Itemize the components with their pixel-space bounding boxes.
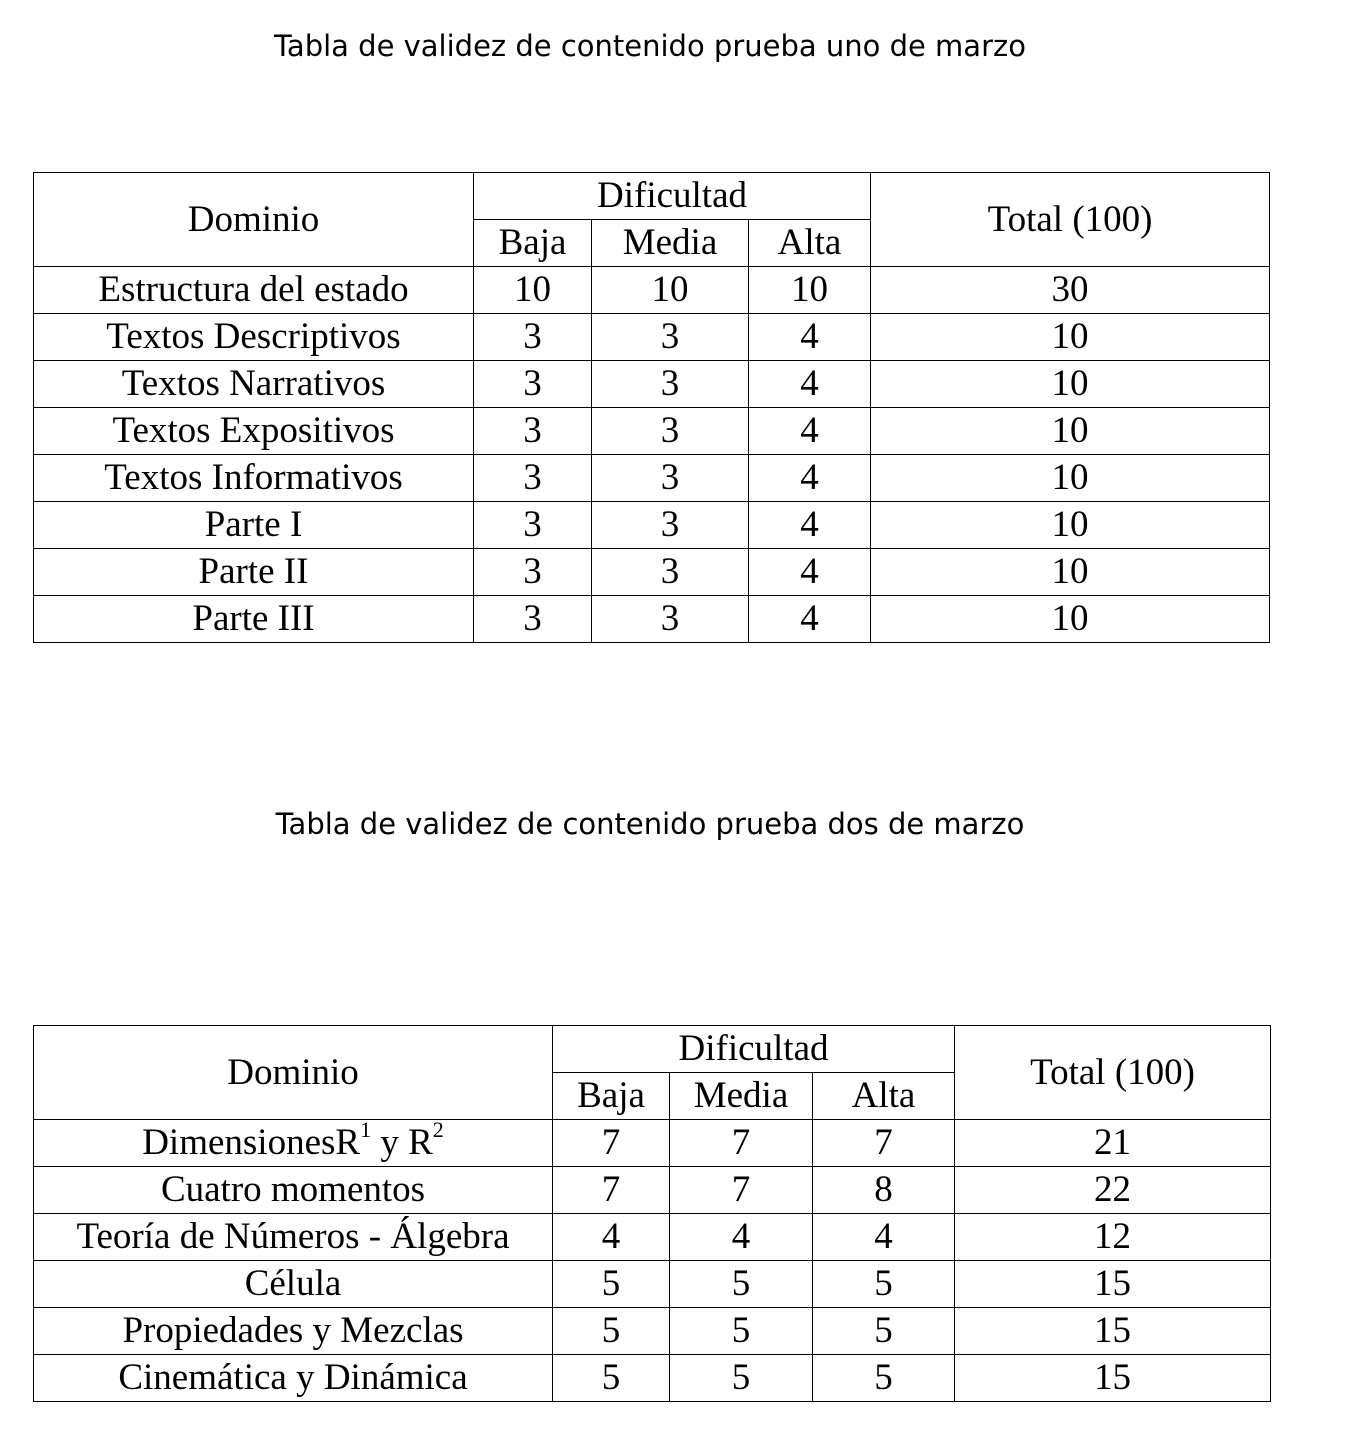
cell-domain: Cinemática y Dinámica	[34, 1355, 553, 1402]
table-row	[34, 596, 1270, 643]
cell-total: 10	[871, 314, 1270, 361]
cell-high: 5	[813, 1261, 955, 1308]
cell-low: 3	[474, 502, 592, 549]
cell-low: 4	[553, 1214, 670, 1261]
cell-medium: 7	[670, 1167, 813, 1214]
cell-total: 30	[871, 267, 1270, 314]
header-domain: Dominio	[34, 173, 474, 267]
cell-high: 5	[813, 1308, 955, 1355]
cell-medium: 3	[592, 596, 749, 643]
table-row	[34, 1355, 1271, 1402]
cell-domain: Parte II	[34, 549, 474, 596]
cell-low: 3	[474, 596, 592, 643]
cell-medium: 5	[670, 1355, 813, 1402]
cell-medium: 7	[670, 1120, 813, 1167]
header-difficulty: Dificultad	[553, 1026, 955, 1073]
cell-total: 21	[955, 1120, 1271, 1167]
table-2-caption: Tabla de validez de contenido prueba dos de marzo	[275, 807, 1025, 841]
cell-domain: Propiedades y Mezclas	[34, 1308, 553, 1355]
table-row	[34, 1120, 1271, 1167]
cell-low: 3	[474, 408, 592, 455]
cell-domain: Parte III	[34, 596, 474, 643]
table-row	[34, 314, 1270, 361]
cell-low: 5	[553, 1355, 670, 1402]
cell-total: 10	[871, 549, 1270, 596]
cell-total: 10	[871, 502, 1270, 549]
cell-high: 8	[813, 1167, 955, 1214]
cell-low: 5	[553, 1261, 670, 1308]
header-low: Baja	[553, 1073, 670, 1120]
cell-total: 10	[871, 455, 1270, 502]
cell-low: 3	[474, 549, 592, 596]
cell-total: 22	[955, 1167, 1271, 1214]
cell-domain: Textos Informativos	[34, 455, 474, 502]
cell-low: 5	[553, 1308, 670, 1355]
cell-medium: 10	[592, 267, 749, 314]
header-high: Alta	[813, 1073, 955, 1120]
header-low: Baja	[474, 220, 592, 267]
cell-total: 10	[871, 596, 1270, 643]
cell-high: 4	[749, 596, 871, 643]
table-row	[34, 408, 1270, 455]
table-row	[34, 549, 1270, 596]
cell-domain: Estructura del estado	[34, 267, 474, 314]
cell-low: 3	[474, 314, 592, 361]
cell-total: 15	[955, 1355, 1271, 1402]
content-validity-table-2	[33, 1025, 1271, 1402]
cell-total: 12	[955, 1214, 1271, 1261]
cell-medium: 3	[592, 455, 749, 502]
cell-medium: 3	[592, 549, 749, 596]
table-row	[34, 1214, 1271, 1261]
cell-medium: 5	[670, 1308, 813, 1355]
cell-high: 5	[813, 1355, 955, 1402]
cell-total: 10	[871, 361, 1270, 408]
table-2-body	[34, 1026, 1271, 1402]
cell-low: 7	[553, 1120, 670, 1167]
header-medium: Media	[670, 1073, 813, 1120]
cell-medium: 3	[592, 408, 749, 455]
domain-base-text: DimensionesR	[142, 1122, 361, 1163]
table-row	[34, 502, 1270, 549]
table-row	[34, 361, 1270, 408]
cell-domain: Textos Descriptivos	[34, 314, 474, 361]
cell-domain: Textos Narrativos	[34, 361, 474, 408]
table-1-caption: Tabla de validez de contenido prueba uno de marzo	[274, 29, 1026, 63]
cell-domain: Textos Expositivos	[34, 408, 474, 455]
table-row	[34, 1308, 1271, 1355]
table-header-row	[34, 1026, 1271, 1073]
cell-high: 4	[749, 549, 871, 596]
cell-total: 15	[955, 1261, 1271, 1308]
cell-high: 4	[749, 455, 871, 502]
cell-medium: 5	[670, 1261, 813, 1308]
cell-high: 10	[749, 267, 871, 314]
cell-total: 10	[871, 408, 1270, 455]
table-row	[34, 455, 1270, 502]
cell-low: 3	[474, 455, 592, 502]
table-header-row	[34, 173, 1270, 220]
cell-domain: Célula	[34, 1261, 553, 1308]
header-total: Total (100)	[955, 1026, 1271, 1120]
cell-domain: Teoría de Números - Álgebra	[34, 1214, 553, 1261]
superscript-one: 1	[360, 1119, 372, 1142]
superscript-two: 2	[432, 1119, 444, 1142]
header-medium: Media	[592, 220, 749, 267]
cell-domain: Parte I	[34, 502, 474, 549]
cell-low: 10	[474, 267, 592, 314]
cell-high: 4	[749, 314, 871, 361]
cell-medium: 3	[592, 502, 749, 549]
header-domain: Dominio	[34, 1026, 553, 1120]
cell-medium: 3	[592, 314, 749, 361]
domain-connector-text: y R	[371, 1122, 433, 1163]
cell-high: 4	[749, 502, 871, 549]
cell-domain: Cuatro momentos	[34, 1167, 553, 1214]
cell-total: 15	[955, 1308, 1271, 1355]
table-row	[34, 1167, 1271, 1214]
header-difficulty: Dificultad	[474, 173, 871, 220]
content-validity-table-1	[33, 172, 1270, 643]
cell-high: 4	[749, 361, 871, 408]
cell-domain	[34, 1120, 553, 1167]
header-high: Alta	[749, 220, 871, 267]
table-row	[34, 1261, 1271, 1308]
cell-high: 4	[749, 408, 871, 455]
table-row	[34, 267, 1270, 314]
header-total: Total (100)	[871, 173, 1270, 267]
cell-high: 7	[813, 1120, 955, 1167]
table-1-body	[34, 173, 1270, 643]
cell-medium: 4	[670, 1214, 813, 1261]
cell-high: 4	[813, 1214, 955, 1261]
cell-medium: 3	[592, 361, 749, 408]
cell-low: 3	[474, 361, 592, 408]
cell-low: 7	[553, 1167, 670, 1214]
